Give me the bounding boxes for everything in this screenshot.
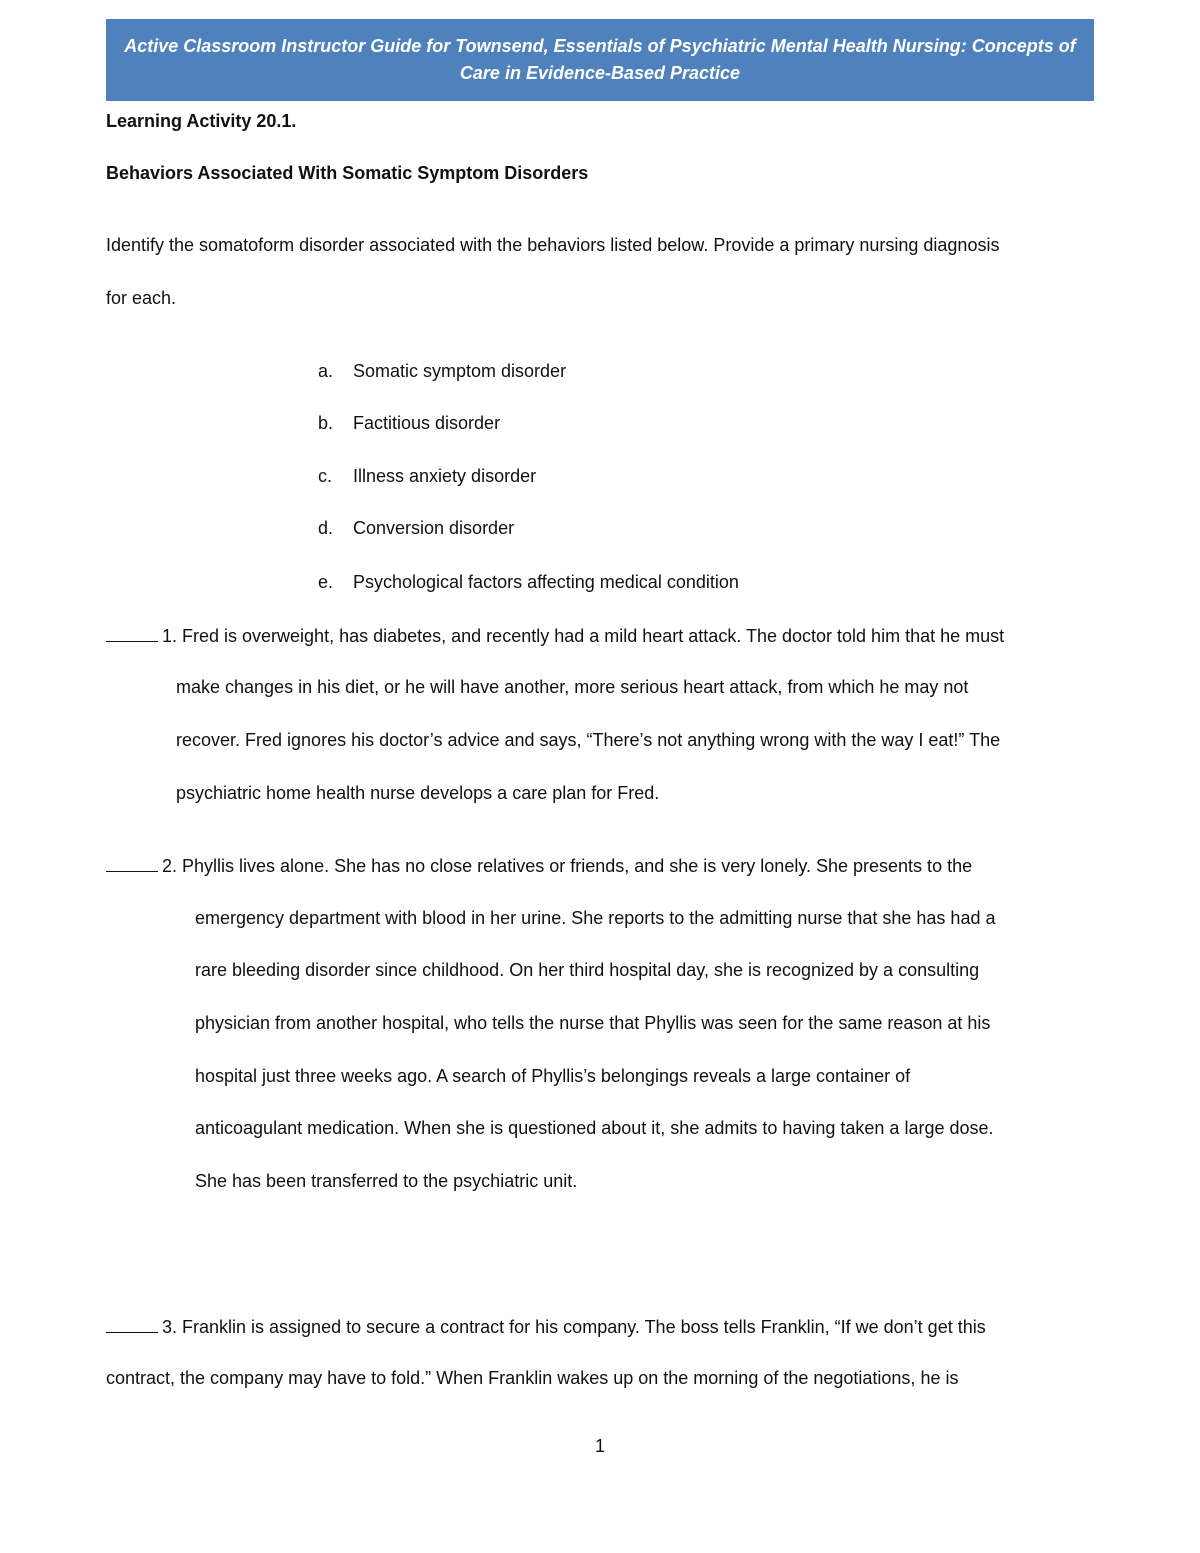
option-item	[318, 413, 500, 433]
question-2-line: hospital just three weeks ago. A search of Phyllis’s belongings reveals a large container of	[195, 1066, 911, 1086]
option-item	[318, 466, 536, 486]
question-1-line: recover. Fred ignores his doctor’s advice and says, “There’s not anything wrong with the way I eat!” The	[176, 730, 1001, 750]
document-header-title: Active Classroom Instructor Guide for Townsend, Essentials of Psychiatric Mental Health Nursing: Concepts of Care in Evidence-Based Practice	[124, 36, 1076, 83]
option-item	[318, 361, 566, 381]
answer-blank	[106, 625, 158, 642]
page-number: 1	[594, 1436, 605, 1456]
answer-blank	[106, 855, 158, 872]
question-1-line: make changes in his diet, or he will have another, more serious heart attack, from which he may not	[176, 677, 969, 697]
option-item	[318, 518, 514, 538]
question-text: 3. Franklin is assigned to secure a contract for his company. The boss tells Franklin, “If we don’t get this	[162, 1317, 986, 1337]
question-2-line: rare bleeding disorder since childhood. On her third hospital day, she is recognized by a consulting	[195, 960, 980, 980]
option-label: Psychological factors affecting medical condition	[353, 572, 739, 592]
answer-blank	[106, 1316, 158, 1333]
question-3-line	[106, 1316, 986, 1337]
question-1-line	[106, 625, 1004, 646]
activity-number: Learning Activity 20.1.	[106, 111, 297, 131]
option-item	[318, 572, 739, 592]
question-text: 1. Fred is overweight, has diabetes, and recently had a mild heart attack. The doctor told him that he must	[162, 626, 1005, 646]
question-2-line: anticoagulant medication. When she is questioned about it, she admits to having taken a large dose.	[195, 1118, 994, 1138]
option-marker: b.	[318, 413, 334, 433]
activity-title: Behaviors Associated With Somatic Symptom Disorders	[106, 163, 589, 183]
instructions-line-2: for each.	[106, 288, 177, 308]
question-2-line: emergency department with blood in her urine. She reports to the admitting nurse that she has had a	[195, 908, 996, 928]
question-text: 2. Phyllis lives alone. She has no close relatives or friends, and she is very lonely. She presents to the	[162, 856, 973, 876]
instructions-line-1: Identify the somatoform disorder associated with the behaviors listed below. Provide a primary nursing diagnosis	[106, 235, 1000, 255]
option-label: Illness anxiety disorder	[353, 466, 537, 486]
question-2-line: She has been transferred to the psychiatric unit.	[195, 1171, 578, 1191]
question-1-line: psychiatric home health nurse develops a care plan for Fred.	[176, 783, 660, 803]
option-marker: a.	[318, 361, 334, 381]
option-marker: e.	[318, 572, 334, 592]
option-marker: c.	[318, 466, 333, 486]
option-label: Conversion disorder	[353, 518, 515, 538]
option-label: Somatic symptom disorder	[353, 361, 567, 381]
question-2-line: physician from another hospital, who tells the nurse that Phyllis was seen for the same reason at his	[195, 1013, 991, 1033]
question-2-line	[106, 855, 972, 876]
option-marker: d.	[318, 518, 334, 538]
header-banner	[106, 19, 1094, 101]
option-label: Factitious disorder	[353, 413, 501, 433]
question-3-line: contract, the company may have to fold.” When Franklin wakes up on the morning of the negotiations, he is	[106, 1368, 959, 1388]
